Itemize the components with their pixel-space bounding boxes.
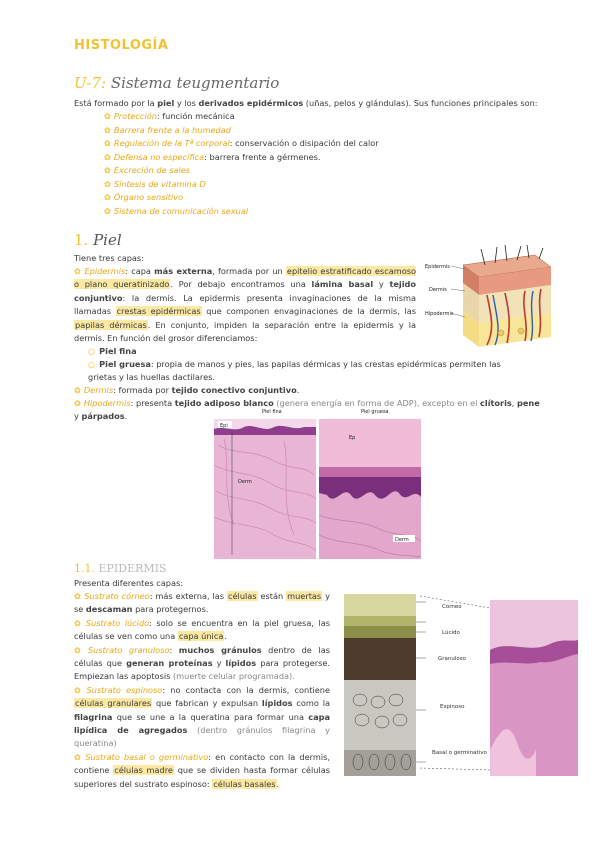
intro-text: y los <box>174 98 199 108</box>
bullet-icon: ✿ <box>74 591 82 601</box>
intro-bold: piel <box>157 98 175 108</box>
bullet-icon: ✿ <box>74 751 83 762</box>
micro-label-fina: Piel fina <box>262 409 282 415</box>
bullet-icon: ✿ <box>74 644 85 655</box>
estrato-corneo: ✿ Sustrato córneo: más externa, las células están muertas y se descaman para protegernos. <box>74 591 330 615</box>
bullet-icon: ✿ <box>104 192 111 202</box>
layer-label-granuloso: Granuloso <box>438 656 466 662</box>
unit-prefix: U-7: <box>74 74 107 92</box>
list-item: ✿ Excreción de sales <box>104 165 191 175</box>
micrograph-piel-fina <box>214 405 316 559</box>
list-item: ✿ Sistema de comunicación sexual <box>104 205 249 216</box>
bullet-icon: ✿ <box>104 124 111 135</box>
layer-label-corneo: Córneo <box>442 604 462 610</box>
circle-bullet-icon: ○ <box>88 346 96 356</box>
tres-capas-text: Tiene tres capas: <box>74 253 144 263</box>
micro-label-derm: Derm <box>395 537 409 543</box>
bullet-icon: ✿ <box>74 617 83 628</box>
list-item: ✿ Defensa no específica: barrera frente a gérmenes. <box>104 151 321 162</box>
list-item: ✿ Órgano sensitivo <box>104 192 184 202</box>
list-item: ✿ Síntesis de vitamina D <box>104 178 206 189</box>
estrato-basal: ✿ Sustrato basal o germinativo: en contacto con la dermis, contiene células madre que se dividen hasta formar células superiores del sustrato espinoso: células basales. <box>74 751 330 789</box>
skin-layers-illustration <box>425 245 553 357</box>
micro-label-derm: Derm <box>238 479 252 485</box>
bullet-icon: ✿ <box>104 111 111 121</box>
intro-text: Está formado por la <box>74 98 158 108</box>
intro-text: (uñas, pelos y glándulas). Sus funciones principales son: <box>303 98 538 108</box>
intro-bold: derivados epidérmicos <box>198 98 304 108</box>
list-item: ✿ Barrera frente a la humedad <box>104 124 231 135</box>
intro-paragraph <box>74 97 544 110</box>
function-list <box>104 110 379 218</box>
skin-label-epidermis: Epidermis <box>425 264 450 270</box>
list-item: ✿ Protección: función mecánica <box>104 111 235 121</box>
unit-title <box>74 74 279 92</box>
dermis-item: ✿ Dermis: formada por tejido conectivo conjuntivo. <box>74 385 300 395</box>
section-title-epidermis: 1.1. EPIDERMIS <box>74 562 167 575</box>
header-title: HISTOLOGÍA <box>74 38 169 53</box>
bullet-icon: ✿ <box>104 151 111 162</box>
list-item: ✿ Regulación de la Tª corporal: conservación o disipación del calor <box>104 138 379 148</box>
bullet-icon: ✿ <box>74 398 81 408</box>
unit-name: Sistema teugmentario <box>110 74 280 92</box>
bullet-icon: ✿ <box>104 205 111 216</box>
bullet-icon: ✿ <box>74 684 84 695</box>
circle-bullet-icon: ○ <box>88 359 96 369</box>
estrato-lucido: ✿ Sustrato lúcido: solo se encuentra en la piel gruesa, las células se ven como una capa única. <box>74 617 330 642</box>
piel-gruesa-item: ○ Piel gruesa: propia de manos y pies, las papilas dérmicas y las crestas epidérmicas permiten las grietas y las huellas dactilares. <box>88 359 501 383</box>
piel-fina-item: ○ Piel fina <box>88 346 137 356</box>
estratos-paragraph <box>74 590 330 791</box>
estrato-espinoso: ✿ Sustrato espinoso: no contacta con la dermis, contiene células granulares que fabrican y expulsan lípidos como la filagrina que se une a la queratina para formar una capa lipídica de agregados (dentro gránulos filagrina y queratina) <box>74 684 331 749</box>
layer-label-basal: Basal o germinativo <box>432 750 487 756</box>
bullet-icon: ✿ <box>104 165 111 175</box>
skin-label-dermis: Dermis <box>429 287 447 293</box>
epidermis-layers-figure <box>340 590 580 780</box>
layer-label-lucido: Lúcido <box>442 630 460 636</box>
micro-label-ep: Ep <box>349 435 356 441</box>
skin-label-hipodermis: Hipodermis <box>425 311 454 317</box>
epidermis-paragraph: ✿ Epidermis: capa más externa, formada por un epitelio estratificado escamoso o plano queratinizado. Por debajo encontramos una lámina basal y tejido conjuntivo: la dermis. La epidermis presenta invaginaciones de la misma llamadas crestas epidérmicas que componen envaginaciones de la dermis, las papilas dérmicas. En conjunto, impiden la separación entre la epidermis y la dermis. En función del grosor diferenciamos: <box>74 266 417 344</box>
micro-label-epi: Epi <box>220 423 228 429</box>
bullet-icon: ✿ <box>104 178 111 189</box>
section-title-piel: 1. Piel <box>74 231 122 249</box>
micro-label-gruesa: Piel gruesa <box>361 409 389 415</box>
bullet-icon: ✿ <box>104 138 111 148</box>
hipodermis-item: ✿ Hipodermis: presenta tejido adiposo blanco (genera energía en forma de ADP), excepto en el clítoris, pene y párpados. <box>74 398 540 422</box>
bullet-icon: ✿ <box>74 385 81 395</box>
presenta-text: Presenta diferentes capas: <box>74 578 184 588</box>
estrato-granuloso: ✿ Sustrato granuloso: muchos gránulos dentro de las células que generan proteínas y lípidos para protegerse. Empiezan las apoptosis (muerte celular programada). <box>74 644 331 682</box>
bullet-icon: ✿ <box>74 266 82 276</box>
micrograph-piel-gruesa <box>319 405 421 559</box>
layer-label-espinoso: Espinoso <box>440 704 465 710</box>
